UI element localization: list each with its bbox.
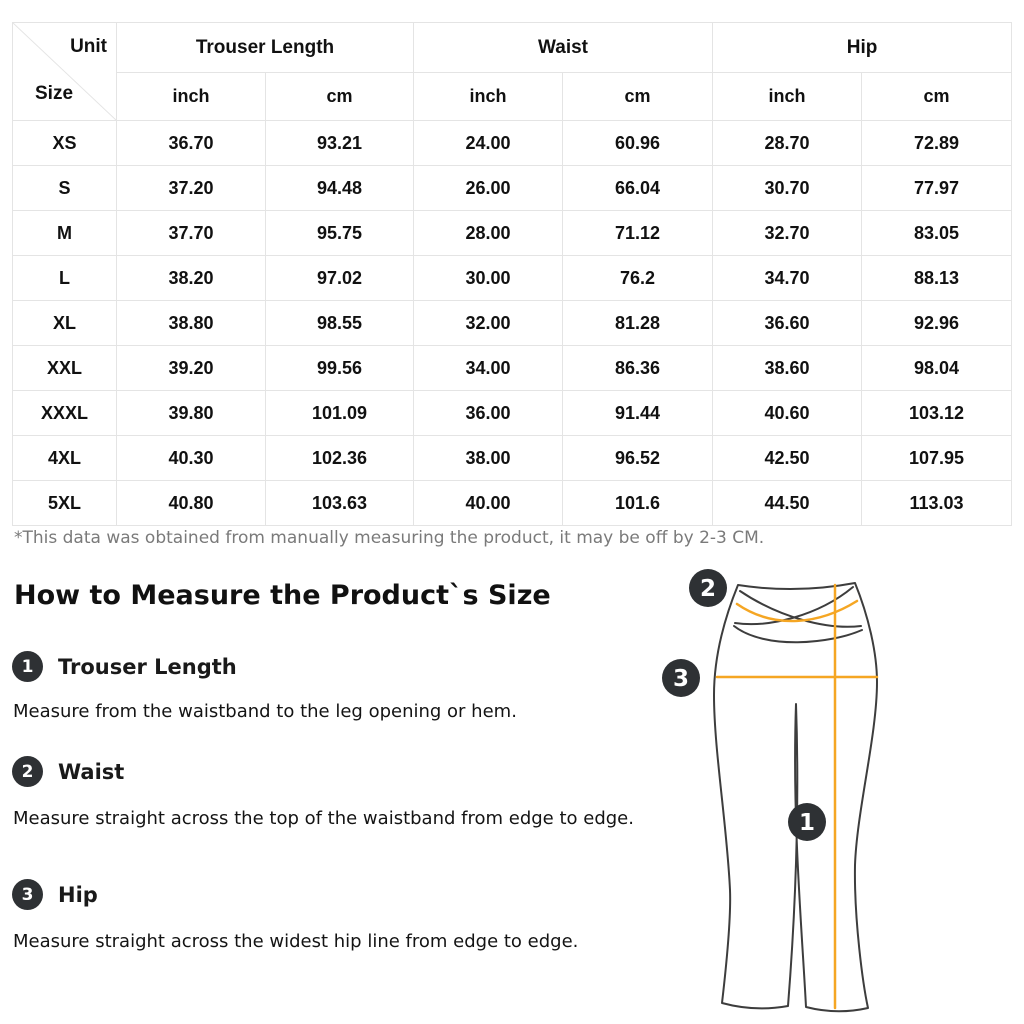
- column-group-trouser-length: Trouser Length: [117, 23, 414, 73]
- table-row: [13, 211, 1012, 256]
- value-cell: 36.70: [117, 121, 266, 166]
- value-cell: 72.89: [862, 121, 1012, 166]
- value-cell: 34.00: [414, 346, 563, 391]
- diagram-marker-1: [788, 803, 826, 841]
- size-cell: L: [13, 256, 117, 301]
- value-cell: 36.60: [713, 301, 862, 346]
- value-cell: 83.05: [862, 211, 1012, 256]
- svg-text:3: 3: [672, 666, 690, 692]
- value-cell: 28.00: [414, 211, 563, 256]
- trouser-measurement-diagram: [650, 560, 900, 1020]
- value-cell: 37.70: [117, 211, 266, 256]
- value-cell: 103.63: [266, 481, 414, 526]
- size-chart-table: [12, 22, 1012, 526]
- table-row: [13, 121, 1012, 166]
- diagram-marker-3: [662, 659, 700, 697]
- guide-item-label: Hip: [58, 882, 98, 907]
- svg-text:2: 2: [699, 576, 717, 602]
- value-cell: 93.21: [266, 121, 414, 166]
- value-cell: 44.50: [713, 481, 862, 526]
- value-cell: 38.80: [117, 301, 266, 346]
- guide-item-label: Waist: [58, 759, 125, 784]
- size-cell: M: [13, 211, 117, 256]
- value-cell: 39.20: [117, 346, 266, 391]
- corner-cell: [13, 23, 117, 121]
- value-cell: 40.30: [117, 436, 266, 481]
- value-cell: 60.96: [563, 121, 713, 166]
- value-cell: 77.97: [862, 166, 1012, 211]
- svg-text:1: 1: [798, 810, 816, 836]
- value-cell: 97.02: [266, 256, 414, 301]
- value-cell: 40.80: [117, 481, 266, 526]
- unit-header-cell: inch: [414, 73, 563, 121]
- value-cell: 91.44: [563, 391, 713, 436]
- size-cell: XXXL: [13, 391, 117, 436]
- value-cell: 24.00: [414, 121, 563, 166]
- table-row: [13, 436, 1012, 481]
- size-cell: 4XL: [13, 436, 117, 481]
- unit-header-cell: cm: [563, 73, 713, 121]
- step-badge-1: 1: [12, 651, 43, 682]
- guide-title: How to Measure the Product`s Size: [14, 580, 551, 611]
- table-row: [13, 166, 1012, 211]
- value-cell: 34.70: [713, 256, 862, 301]
- value-cell: 42.50: [713, 436, 862, 481]
- step-badge-3: 3: [12, 879, 43, 910]
- value-cell: 107.95: [862, 436, 1012, 481]
- size-cell: XXL: [13, 346, 117, 391]
- step-badge-2: 2: [12, 756, 43, 787]
- size-cell: XS: [13, 121, 117, 166]
- column-group-waist: Waist: [414, 23, 713, 73]
- table-row: [13, 391, 1012, 436]
- value-cell: 38.00: [414, 436, 563, 481]
- unit-header-cell: inch: [117, 73, 266, 121]
- value-cell: 38.20: [117, 256, 266, 301]
- value-cell: 95.75: [266, 211, 414, 256]
- value-cell: 38.60: [713, 346, 862, 391]
- value-cell: 98.04: [862, 346, 1012, 391]
- diagram-marker-2: [689, 569, 727, 607]
- size-cell: 5XL: [13, 481, 117, 526]
- value-cell: 113.03: [862, 481, 1012, 526]
- trouser-outline: [714, 583, 877, 1011]
- value-cell: 96.52: [563, 436, 713, 481]
- value-cell: 101.09: [266, 391, 414, 436]
- value-cell: 86.36: [563, 346, 713, 391]
- value-cell: 103.12: [862, 391, 1012, 436]
- value-cell: 102.36: [266, 436, 414, 481]
- table-row: [13, 481, 1012, 526]
- value-cell: 92.96: [862, 301, 1012, 346]
- value-cell: 32.70: [713, 211, 862, 256]
- size-cell: XL: [13, 301, 117, 346]
- value-cell: 88.13: [862, 256, 1012, 301]
- table-group-header-row: [13, 23, 1012, 73]
- value-cell: 101.6: [563, 481, 713, 526]
- value-cell: 71.12: [563, 211, 713, 256]
- value-cell: 99.56: [266, 346, 414, 391]
- guide-item-hip: [12, 879, 98, 910]
- value-cell: 94.48: [266, 166, 414, 211]
- value-cell: 76.2: [563, 256, 713, 301]
- value-cell: 28.70: [713, 121, 862, 166]
- value-cell: 66.04: [563, 166, 713, 211]
- value-cell: 98.55: [266, 301, 414, 346]
- value-cell: 30.00: [414, 256, 563, 301]
- table-unit-header-row: [13, 73, 1012, 121]
- guide-item-waist: [12, 756, 124, 787]
- guide-item-description: Measure straight across the top of the waistband from edge to edge.: [13, 808, 634, 829]
- corner-size-label: Size: [35, 83, 74, 104]
- table-row: [13, 256, 1012, 301]
- unit-header-cell: cm: [862, 73, 1012, 121]
- size-cell: S: [13, 166, 117, 211]
- unit-header-cell: cm: [266, 73, 414, 121]
- guide-item-description: Measure straight across the widest hip line from edge to edge.: [13, 931, 579, 952]
- table-row: [13, 346, 1012, 391]
- guide-item-description: Measure from the waistband to the leg opening or hem.: [13, 701, 517, 722]
- guide-item-label: Trouser Length: [58, 654, 237, 679]
- corner-unit-label: Unit: [70, 36, 107, 57]
- column-group-hip: Hip: [713, 23, 1012, 73]
- value-cell: 37.20: [117, 166, 266, 211]
- measurement-disclaimer: *This data was obtained from manually measuring the product, it may be off by 2-3 CM.: [14, 528, 765, 548]
- value-cell: 26.00: [414, 166, 563, 211]
- value-cell: 81.28: [563, 301, 713, 346]
- guide-item-trouser-length: [12, 651, 237, 682]
- table-row: [13, 301, 1012, 346]
- value-cell: 40.00: [414, 481, 563, 526]
- value-cell: 36.00: [414, 391, 563, 436]
- unit-header-cell: inch: [713, 73, 862, 121]
- value-cell: 40.60: [713, 391, 862, 436]
- value-cell: 30.70: [713, 166, 862, 211]
- value-cell: 32.00: [414, 301, 563, 346]
- value-cell: 39.80: [117, 391, 266, 436]
